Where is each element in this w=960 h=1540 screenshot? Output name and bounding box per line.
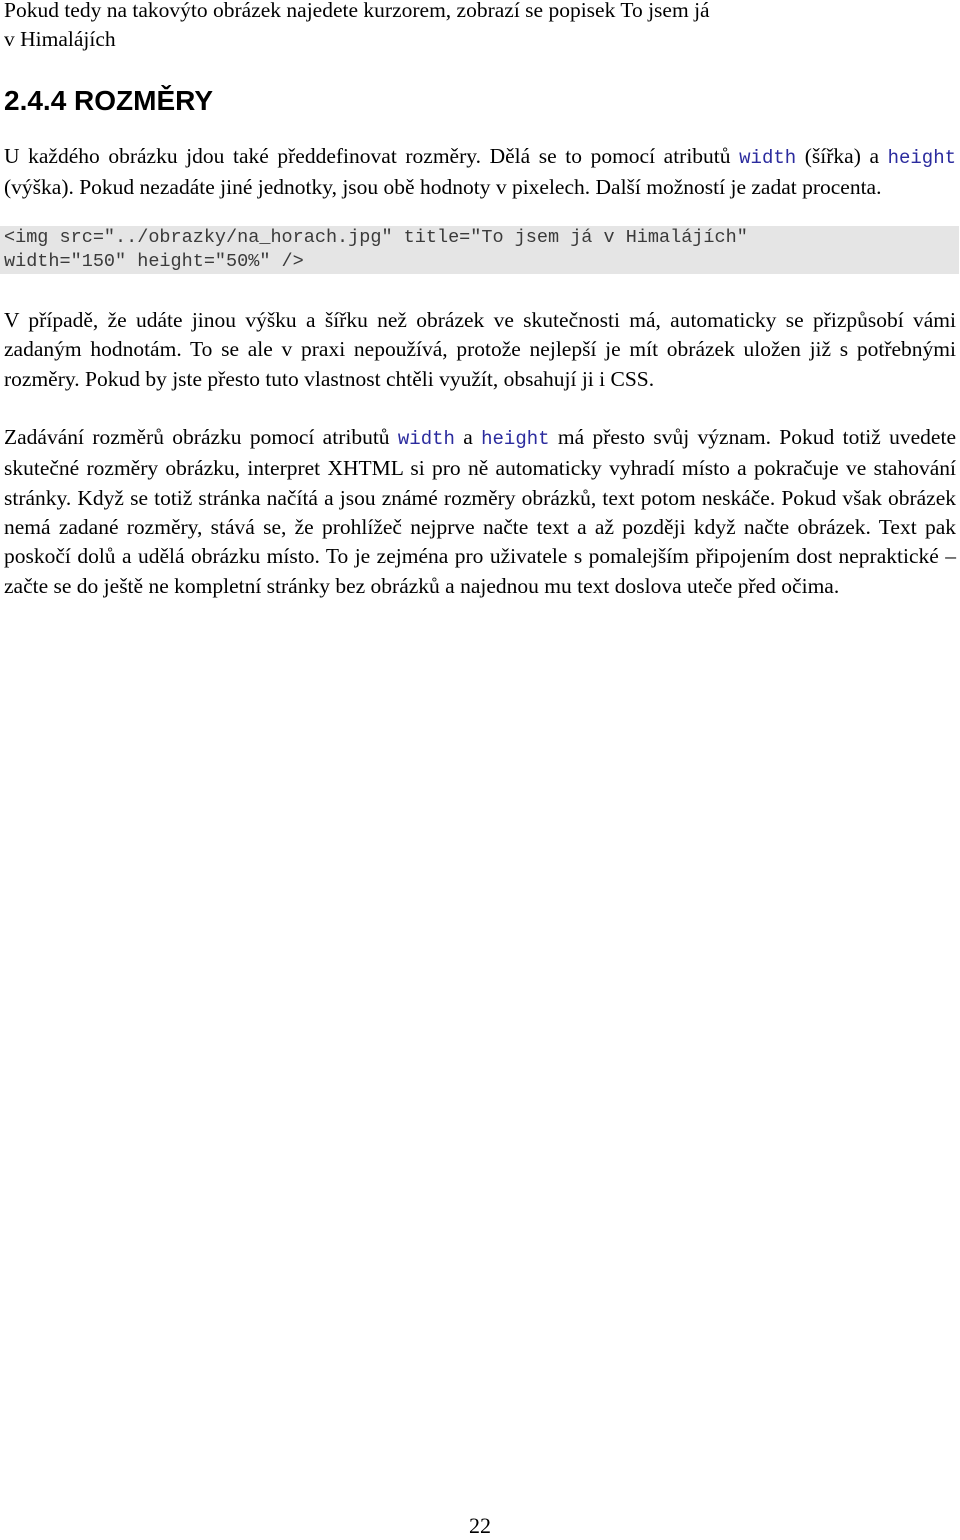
meaning-paragraph (4, 423, 956, 601)
paragraph-text: Zadávání rozměrů obrázku pomocí atributů (4, 425, 398, 450)
code-line-2: width="150" height="50%" /> (4, 251, 304, 273)
paragraph-text: (šířka) a (796, 143, 888, 168)
code-example (0, 226, 959, 274)
inline-code-width: width (397, 428, 455, 451)
page-number: 22 (469, 1513, 491, 1538)
paragraph-text: U každého obrázku jdou také předdefinovat rozměry. Dělá se to pomocí atributů (4, 143, 740, 168)
code-line-1: <img src="../obrazky/na_horach.jpg" title="To jsem já v Himalájích" (4, 227, 748, 249)
inline-code-height: height (481, 428, 550, 451)
inline-code-width: width (739, 146, 797, 169)
paragraph-text: má přesto svůj význam. Pokud totiž uvedete skutečné rozměry obrázku, interpret XHTML si pro ně automaticky vyhradí místo a pokračuje ve stahování stránky. Když se totiž stránka načítá a jsou známé rozměry obrázků, text potom neskáče. Pokud však obrázek nemá zadané rozměry, stává se, že prohlížeč nejprve načte text a až později když načte obrázek. Text pak poskočí dolů a udělá obrázku místo. To je zejména pro uživatele s pomalejším připojením dost nepraktické – začte se do ještě ne kompletní stránky bez obrázků a najednou mu text doslova uteče před očima. (4, 425, 956, 598)
dimensions-paragraph (4, 142, 956, 203)
intro-line-1: Pokud tedy na takovýto obrázek najedete kurzorem, zobrazí se popisek To jsem já (4, 0, 710, 22)
paragraph-text: a (454, 425, 482, 450)
section-heading: 2.4.4 ROZMĚRY (4, 84, 214, 116)
document-page (4, 0, 956, 601)
intro-paragraph (4, 0, 956, 55)
paragraph-text: (výška). Pokud nezadáte jiné jednotky, jsou obě hodnoty v pixelech. Další možností je zadat procenta. (4, 174, 882, 199)
intro-line-2: v Himalájích (4, 27, 116, 52)
inline-code-height: height (887, 146, 957, 169)
resize-paragraph: V případě, že udáte jinou výšku a šířku než obrázek ve skutečnosti má, automaticky se přizpůsobí vámi zadaným hodnotám. To se ale v praxi nepoužívá, protože nejlepší je mít obrázek uložen již s potřebnými rozměry. Pokud by jste přesto tuto vlastnost chtěli využít, obsahují ji i CSS. (4, 308, 956, 391)
